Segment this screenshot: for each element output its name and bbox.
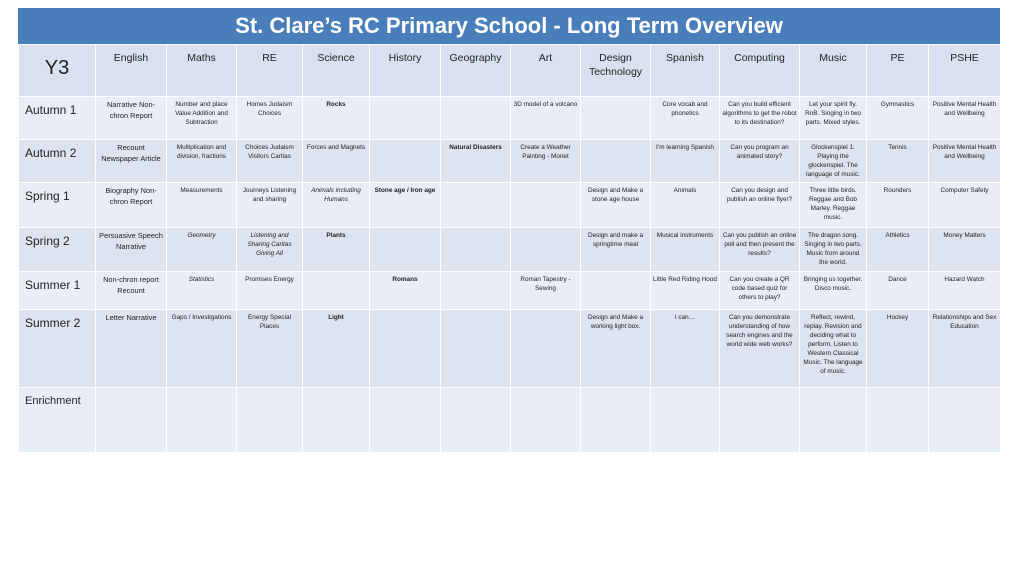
table-cell [867,388,929,453]
table-cell [511,183,581,228]
table-cell [800,388,867,453]
table-cell: Rocks [303,97,370,140]
header-row [19,45,1001,97]
table-cell: Core vocab and phonetics [651,97,720,140]
table-cell: 3D model of a volcano [511,97,581,140]
table-cell: Tennis [867,140,929,183]
table-cell [441,388,511,453]
table-cell: Athletics [867,228,929,272]
table-cell: Dance [867,272,929,310]
table-cell [370,388,441,453]
table-row [19,310,1001,388]
table-cell: Choices Judaism Visitors Caritas [237,140,303,183]
table-cell: Letter Narrative [96,310,167,388]
table-cell: Geometry [167,228,237,272]
table-cell [511,388,581,453]
term-label: Autumn 1 [19,97,96,140]
table-cell: Multiplication and division, fractions [167,140,237,183]
table-cell: Can you design and publish an online flyer? [720,183,800,228]
table-cell: Can you build efficient algorithms to get the robot to its destination? [720,97,800,140]
table-cell: Natural Disasters [441,140,511,183]
table-cell: Hockey [867,310,929,388]
table-cell: Persuasive Speech Narrative [96,228,167,272]
table-cell: Bringing us together. Disco music. [800,272,867,310]
table-cell: Little Red Riding Hood [651,272,720,310]
table-cell: Computer Safety [929,183,1001,228]
table-cell: Roman Tapestry - Sewing [511,272,581,310]
subject-header: PSHE [929,45,1001,97]
term-label: Autumn 2 [19,140,96,183]
subject-header: Maths [167,45,237,97]
table-cell: Money Matters [929,228,1001,272]
table-cell [929,388,1001,453]
table-cell [441,183,511,228]
subject-header: RE [237,45,303,97]
table-cell: Relationships and Sex Education [929,310,1001,388]
subject-header: PE [867,45,929,97]
table-cell: Measurements [167,183,237,228]
table-cell: Positive Mental Health and Wellbeing [929,140,1001,183]
table-cell [370,140,441,183]
table-cell [441,272,511,310]
table-cell: The dragon song. Singing in two parts. Music from around the world. [800,228,867,272]
table-cell: Design and Make a working light box. [581,310,651,388]
subject-header: History [370,45,441,97]
table-cell [581,140,651,183]
term-label: Spring 2 [19,228,96,272]
term-label: Summer 2 [19,310,96,388]
year-label: Y3 [19,45,96,97]
table-cell: Design and Make a stone age house [581,183,651,228]
table-cell: Homes Judaism Choices [237,97,303,140]
term-label: Summer 1 [19,272,96,310]
table-cell: Forces and Magnets [303,140,370,183]
table-cell [303,272,370,310]
table-cell: Three little birds. Reggae and Bob Marley. Reggae music. [800,183,867,228]
table-cell: Reflect, rewind, replay. Revision and deciding what to perform. Listen to Western Classical Music. The language of music. [800,310,867,388]
table-cell: Musical instruments [651,228,720,272]
table-cell: Stone age / Iron age [370,183,441,228]
table-cell: Statistics [167,272,237,310]
overview-table [18,44,1001,453]
table-cell: Positive Mental Health and Wellbeing [929,97,1001,140]
title-banner [18,8,1000,44]
table-cell: Create a Weather Painting - Monet [511,140,581,183]
table-cell [237,388,303,453]
table-cell: Energy Special Places [237,310,303,388]
term-label: Spring 1 [19,183,96,228]
table-cell: Can you program an animated story? [720,140,800,183]
table-cell: Narrative Non-chron Report [96,97,167,140]
table-cell: Animals including Humans [303,183,370,228]
subject-header: Science [303,45,370,97]
table-cell: Recount Newspaper Article [96,140,167,183]
table-cell: Gymnastics [867,97,929,140]
table-cell [720,388,800,453]
table-cell [167,388,237,453]
subject-header: Music [800,45,867,97]
table-cell [651,388,720,453]
table-cell: Biography Non-chron Report [96,183,167,228]
table-cell: Romans [370,272,441,310]
table-cell: Journeys Listening and sharing [237,183,303,228]
table-row [19,228,1001,272]
table-cell [96,388,167,453]
table-cell: Can you demonstrate understanding of how search engines and the world wide web works? [720,310,800,388]
table-cell [370,228,441,272]
table-cell: Hazard Watch [929,272,1001,310]
table-row [19,272,1001,310]
table-cell [441,228,511,272]
table-row [19,388,1001,453]
table-cell: Can you create a QR code based quiz for others to play? [720,272,800,310]
table-cell [581,97,651,140]
table-cell: Plants [303,228,370,272]
table-cell: Rounders [867,183,929,228]
table-cell: Animals [651,183,720,228]
table-cell [370,310,441,388]
table-cell [441,97,511,140]
table-cell: Promises Energy [237,272,303,310]
table-cell: Listening and Sharing Caritas Giving All [237,228,303,272]
subject-header: Computing [720,45,800,97]
subject-header: English [96,45,167,97]
table-cell: I can… [651,310,720,388]
table-cell [511,310,581,388]
table-cell: Gaps / Investigations [167,310,237,388]
table-cell: I’m learning Spanish [651,140,720,183]
table-cell [441,310,511,388]
table-cell: Design and make a springtime meal [581,228,651,272]
subject-header: Art [511,45,581,97]
table-cell: Number and place Value Addition and Subtraction [167,97,237,140]
table-cell [581,388,651,453]
table-row [19,97,1001,140]
subject-header: Design Technology [581,45,651,97]
table-cell: Glockenspiel 1. Playing the glockenspiel. The language of music. [800,140,867,183]
table-cell: Non-chron report Recount [96,272,167,310]
subject-header: Geography [441,45,511,97]
term-label: Enrichment [19,388,96,453]
table-row [19,140,1001,183]
table-row [19,183,1001,228]
table-cell [303,388,370,453]
table-cell: Light [303,310,370,388]
page-title: St. Clare’s RC Primary School - Long Term Overview [235,13,783,38]
table-cell: Can you publish an online poll and then present the results? [720,228,800,272]
subject-header: Spanish [651,45,720,97]
table-cell [511,228,581,272]
table-cell [581,272,651,310]
table-cell: Let your spirit fly. RnB. Singing in two parts. Mixed styles. [800,97,867,140]
table-cell [370,97,441,140]
